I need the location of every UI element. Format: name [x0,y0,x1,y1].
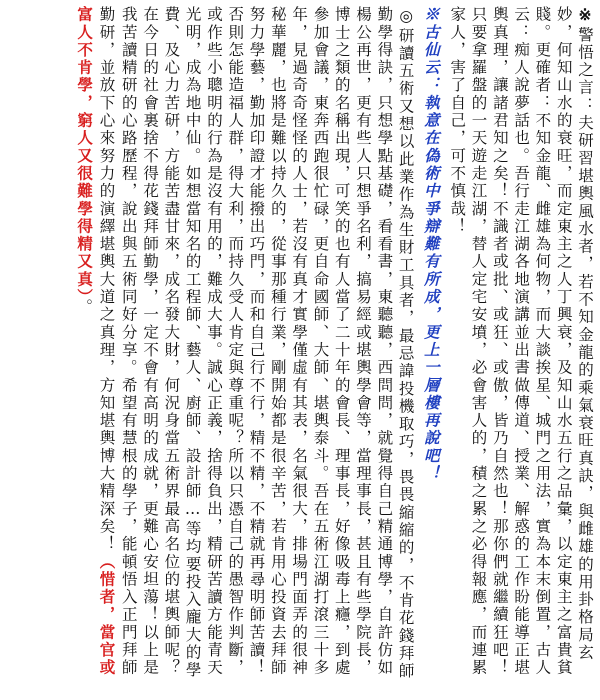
warning-heading: 警悟之言： [576,26,594,115]
warning-section [446,6,596,690]
closing-body: 研讀五術又想以此業作為生財工具者，最忌諱投機取巧，畏畏縮縮的，不肯花錢拜師勤學得訣，只想學點基礎，看看書，東聽聽，西問問，就覺得自己精通博學，自許仿如楊公再世，更有些人只想爭名利，搞易經或堪輿學會等，當理事長，甚且有些學院長，博士之類的名稱出現，可笑的也有人當了二十年的會長、理事長，好像吸毒上癮，到處參加會議，東奔西跑很忙碌，更自命國師、大師、堪輿泰斗。吾在五術江湖打滾三十多年，見過奇奇怪怪的人士，若沒有真才實學僅虛有其表，名氣很大，排場門面弄的很神秘華麗，也將是難以持久的，從事那種行業，剛開始都是很辛苦，若肯用心投資去拜師努力學藝，勤加印證才能撥出巧門，而和自己行不行，精不精，不精就再尋明師苦讀！否則怎能造福人群，得大利，而持久受人肯定與尊重呢？所以只憑自己的愚智作判斷，或作些小聰明的行為是沒有用的，難成大事。誠心正義，捨得負出，精研苦讀方能青天光明，成為地中仙。如想當知名的工程師、藝人、廚師、設計師…等均要投入龐大的學費、及心力苦研，方能苦盡甘來，成名發大財，何況身當五術界最高名位的堪輿師呢？在今日的社會裏捨不得花錢拜師勤學，一定不會有高明的成就，更難心安坦蕩！以上是我苦讀精研的心路歷程，說出與五術同好分享。希望有慧根的學子，能頓悟入正門拜師勤研，並放下心來努力的演繹堪輿大道之真理，方知堪輿博大精深矣！ [97,6,415,681]
motto-text: 古仙云：執意在偽術中爭辯難有所成，更上一層樓再說吧！ [421,23,441,483]
warning-body: 夫研習堪輿風水者，若不知金龍的乘氣衰旺真訣，與雌雄的用卦格局玄妙，何知山水的衰旺，而定東主之人丁興衰，及知山水五行之品彙，以定東主之富貴貧賤。更確者：不知金龍、雌雄為何物，而大談挨星、城門之用法，實為本末倒置，古人云：痴人說夢話也。吾行走江湖各地演講並出書做傳道、授業、解惑的工作盼能導正堪輿真理，讓諸君知之矣！不識者或批、或狂、或傲，皆乃自然也！那你們就繼續狂吧！只要拿羅盤的一天遊走江湖，替人定宅安墳，必會害人的，積之累之必得報應，而連累家人，害了自己，可不慎哉！ [448,6,594,677]
motto-reference-mark: ※ [421,6,441,24]
motto-section [421,6,442,690]
warning-reference-mark: ※ [576,6,595,27]
closing-end-punct: 。 [75,298,94,316]
closing-red-note: （惜者，當官或富人不肯學，窮人又很難學得精又真） [75,6,117,677]
closing-section [73,6,417,690]
closing-bullet-mark: ◎ [396,6,416,28]
vertical-text-block [4,6,596,690]
